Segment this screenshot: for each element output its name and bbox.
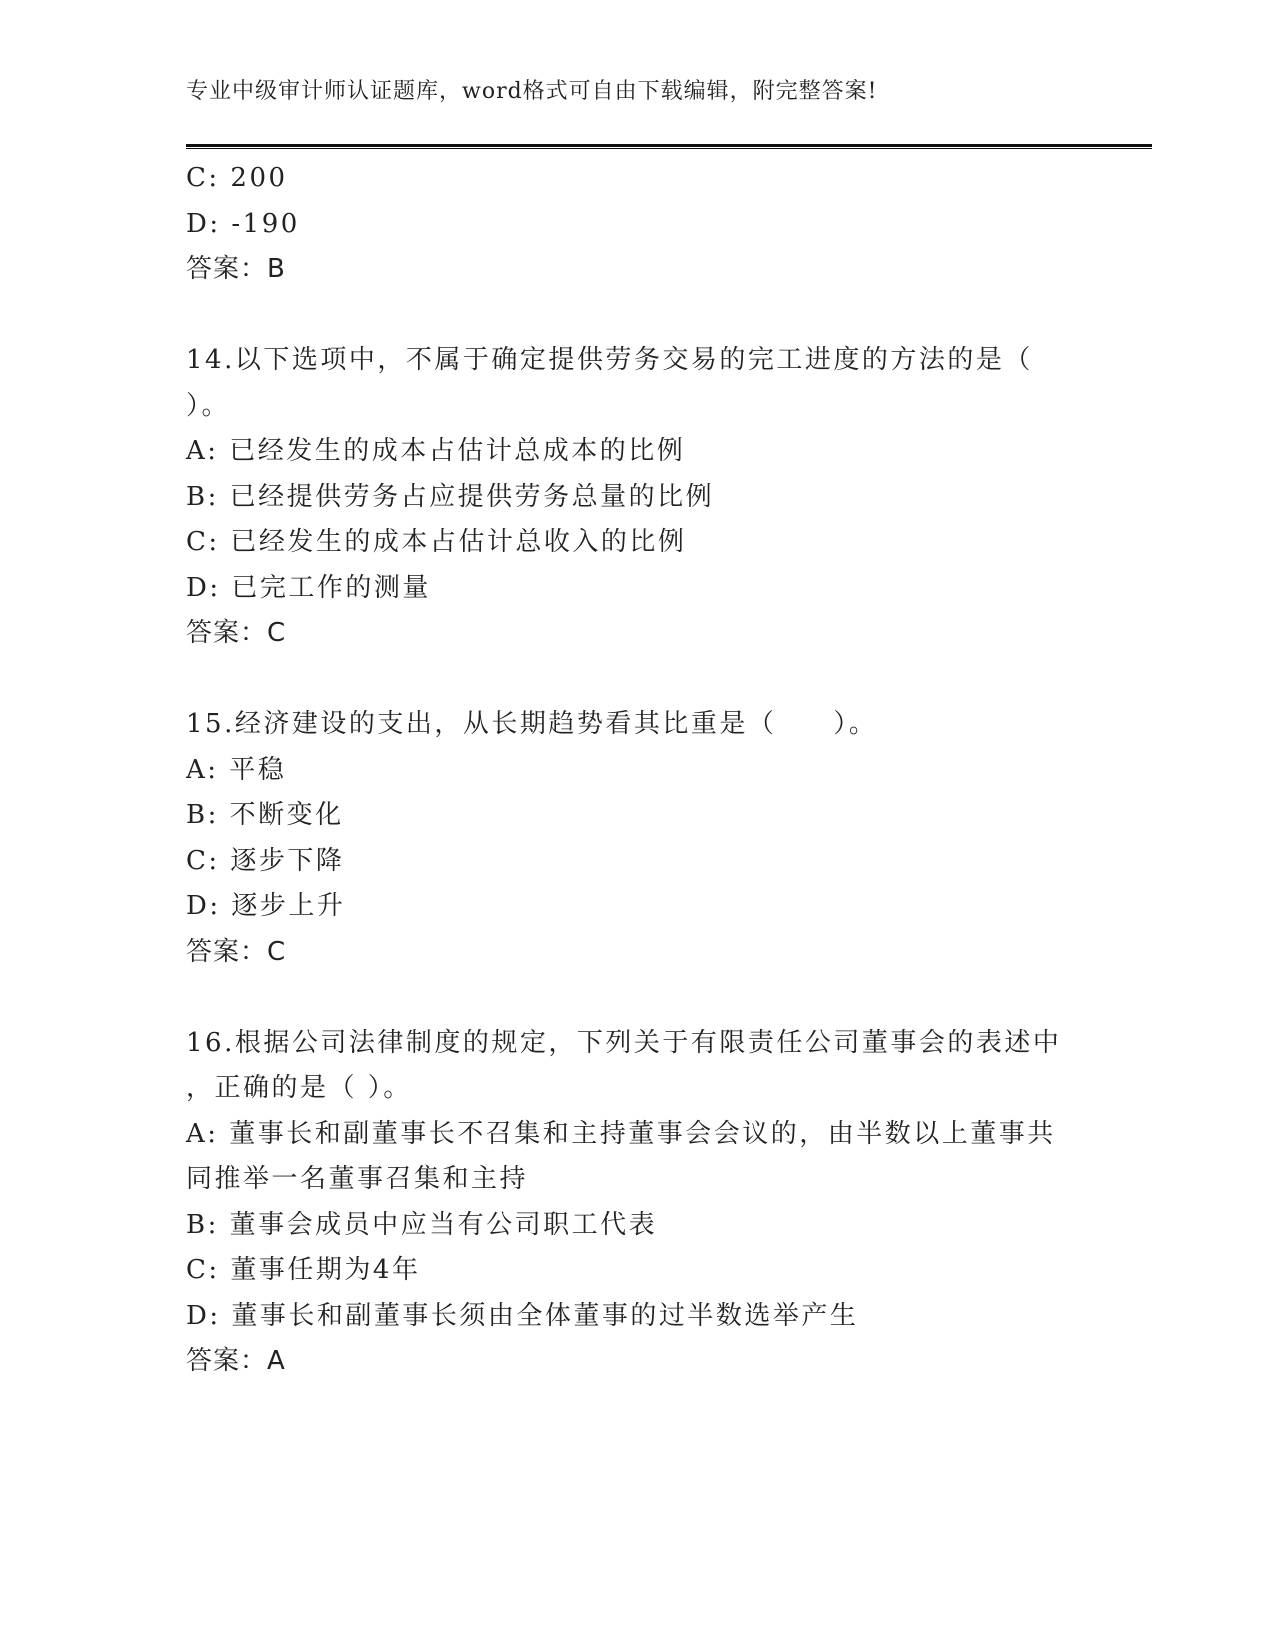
header-rule: [186, 144, 1152, 149]
answer-line: 答案：C: [186, 618, 287, 648]
answer-line: 答案：A: [186, 1346, 286, 1376]
answer-line: 答案：C: [186, 936, 287, 967]
option-line: C: 200: [186, 163, 288, 193]
option-line: 同推举一名董事召集和主持: [186, 1164, 529, 1194]
question-stem: 16.根据公司法律制度的规定，下列关于有限责任公司董事会的表述中: [186, 1027, 1062, 1058]
spacer: [186, 293, 1086, 339]
spacer: [186, 657, 1086, 703]
option-line: C: 逐步下降: [186, 845, 345, 876]
option-line: D: -190: [186, 208, 300, 239]
option-line: D: 董事长和副董事长须由全体董事的过半数选举产生: [186, 1300, 859, 1331]
question-stem: ，正确的是（ ）。: [186, 1073, 412, 1103]
spacer: [186, 975, 1086, 1021]
answer-line: 答案：B: [186, 254, 286, 284]
option-line: C: 已经发生的成本占估计总收入的比例: [186, 527, 687, 557]
option-line: B: 已经提供劳务占应提供劳务总量的比例: [186, 481, 715, 512]
option-line: B: 董事会成员中应当有公司职工代表: [186, 1209, 658, 1240]
question-stem: ）。: [186, 390, 231, 421]
document-body: [186, 156, 1086, 1385]
option-line: A: 平稳: [186, 754, 287, 785]
page-header: 专业中级审计师认证题库，word格式可自由下载编辑，附完整答案!: [186, 79, 878, 104]
option-line: D: 逐步上升: [186, 891, 346, 921]
question-stem: 15.经济建设的支出，从长期趋势看其比重是（ ）。: [186, 709, 878, 739]
option-line: B: 不断变化: [186, 800, 344, 830]
option-line: D: 已完工作的测量: [186, 572, 431, 603]
option-line: C: 董事任期为4年: [186, 1255, 421, 1285]
question-stem: 14.以下选项中，不属于确定提供劳务交易的完工进度的方法的是（: [186, 345, 1033, 375]
option-line: A: 董事长和副董事长不召集和主持董事会会议的，由半数以上董事共: [186, 1118, 1056, 1149]
option-line: A: 已经发生的成本占估计总成本的比例: [186, 436, 686, 466]
